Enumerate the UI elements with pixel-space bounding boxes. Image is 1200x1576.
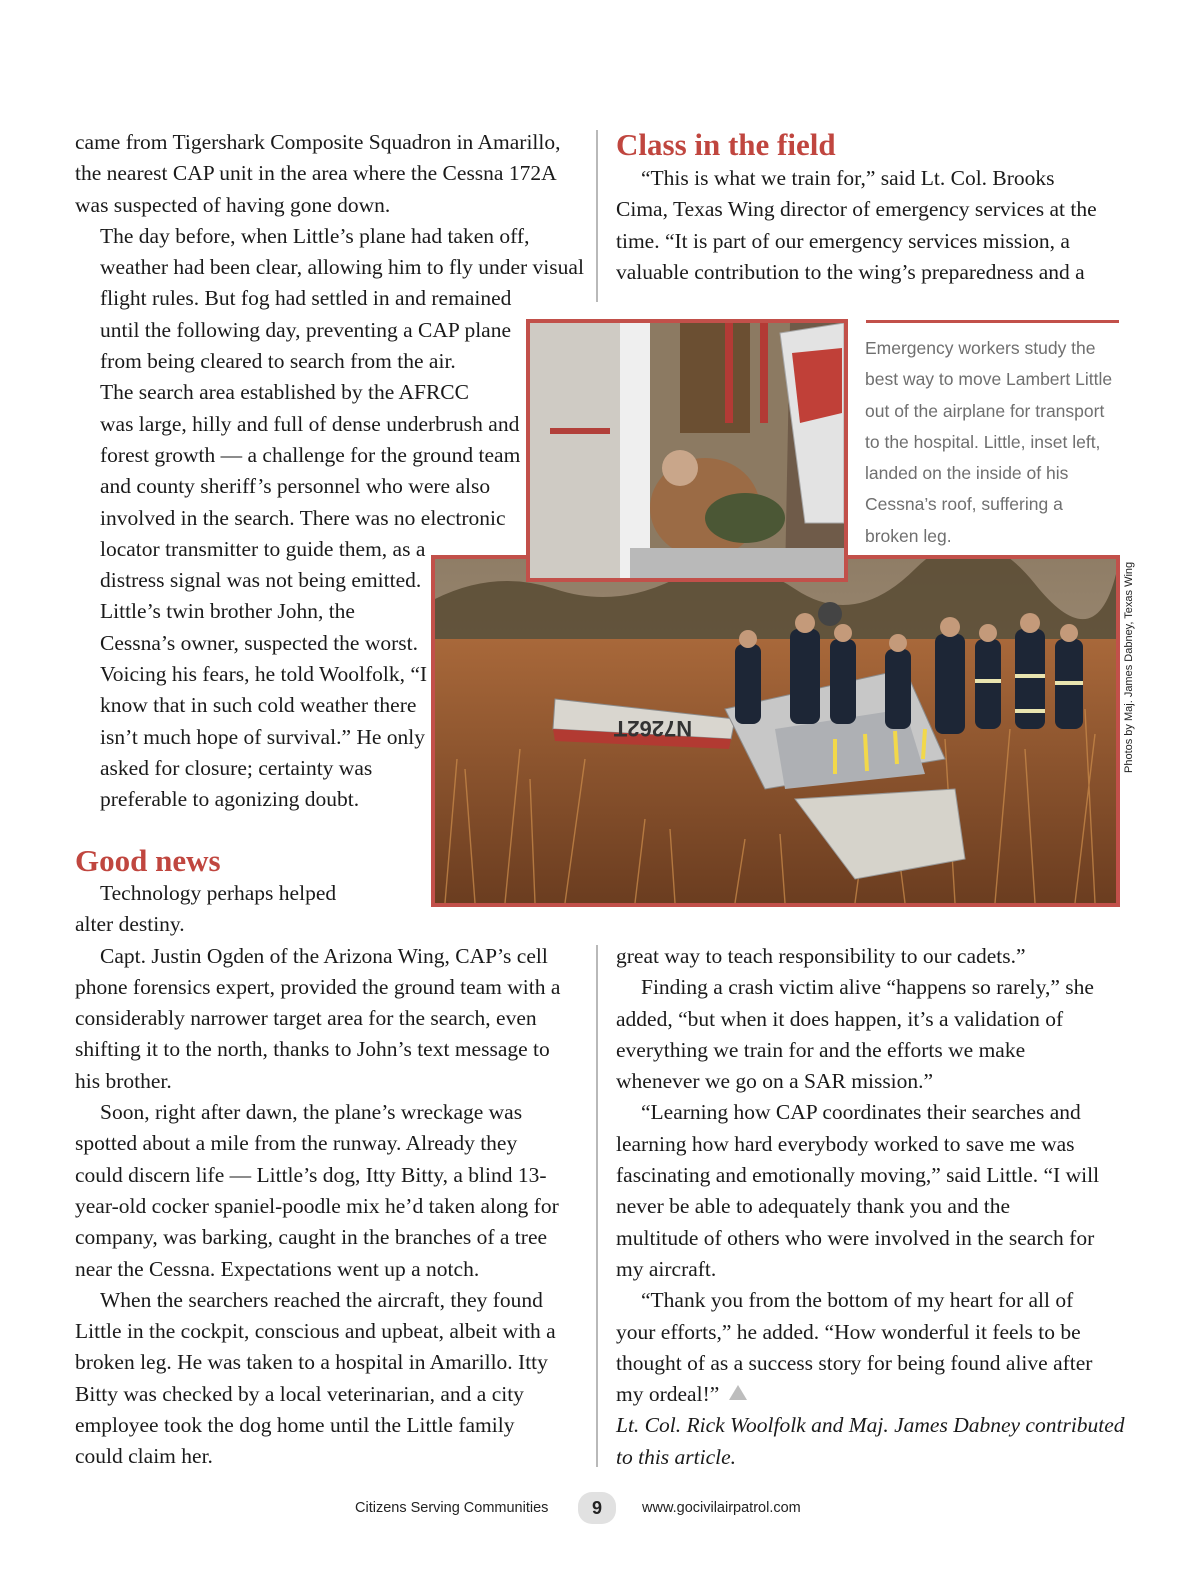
rescue-photo bbox=[431, 555, 1120, 907]
learning-paragraph: “Learning how CAP coordinates their searches and learning how hard everybody worked to save me was fascinating and emotionally moving,” said Little. “I will never be able to adequately thank you and the multitude of others who were involved in the search for my aircraft. bbox=[616, 1100, 1100, 1281]
right-column-bottom bbox=[616, 941, 1126, 1473]
rarely-paragraph: Finding a crash victim alive “happens so rarely,” she added, “but when it does happen, it’s a validation of everything we train for and the efforts we make whenever we go on a SAR mission.” bbox=[616, 975, 1094, 1094]
footer-tagline: Citizens Serving Communities bbox=[355, 1500, 549, 1516]
photo-credit: Photos by Maj. James Dabney, Texas Wing bbox=[1123, 561, 1135, 773]
contributors-credit: Lt. Col. Rick Woolfolk and Maj. James Dabney contributed to this article. bbox=[616, 1413, 1125, 1469]
right-column-top bbox=[616, 163, 1126, 288]
caption-rule bbox=[866, 320, 1119, 323]
page-number: 9 bbox=[578, 1492, 616, 1524]
cockpit-interior-illustration bbox=[530, 323, 844, 578]
twin-brother-paragraph: Little’s twin brother John, the Cessna’s owner, suspected the worst. Voicing his fears, he told Woolfolk, “I know that in such cold weather there isn’t much hope of survival.” He only asked for closure; certainty was preferable to agonizing doubt. bbox=[100, 599, 428, 812]
inset-cockpit-photo bbox=[526, 319, 848, 582]
good-news-heading: Good news bbox=[75, 843, 221, 878]
found-paragraph: When the searchers reached the aircraft, they found Little in the cockpit, conscious and upbeat, albeit with a broken leg. He was taken to a hospital in Amarillo. Itty Bitty was checked by a local veterinarian, and a city employee took the dog home until the Little family could claim her. bbox=[75, 1287, 556, 1469]
rescue-scene-illustration bbox=[435, 559, 1116, 903]
thank-you-paragraph: “Thank you from the bottom of my heart for all of your efforts,” he added. “How wonderful it feels to be thought of as a success story for being found alive after my ordeal!” bbox=[616, 1288, 1093, 1407]
weather-paragraph: The day before, when Little’s plane had taken off, weather had been clear, allowing him to fly under visual flight rules. But fog had settled in and remained until the following day, preventing a CAP plane from being cleared to search from the air. bbox=[100, 223, 584, 374]
search-area-paragraph: The search area established by the AFRCC was large, hilly and full of dense underbrush and forest growth — a challenge for the ground team and county sheriff’s personnel who were also involved in the search. There was no electronic locator transmitter to guide them, as a distress signal was not being emitted. bbox=[100, 380, 521, 593]
cima-paragraph: “This is what we train for,” said Lt. Col. Brooks Cima, Texas Wing director of emergency services at the time. “It is part of our emergency services mission, a valuable contribution to the wing’s preparedness and a bbox=[616, 166, 1097, 284]
technology-paragraph: Technology perhaps helped alter destiny. bbox=[75, 881, 337, 937]
intro-paragraph: came from Tigershark Composite Squadron in Amarillo, the nearest CAP unit in the area where the Cessna 172A was suspected of having gone down. bbox=[75, 130, 561, 217]
cadets-paragraph: great way to teach responsibility to our cadets.” bbox=[616, 944, 1026, 968]
tail-number-text: N7262T bbox=[613, 716, 693, 741]
end-of-article-icon bbox=[729, 1385, 747, 1400]
photo-caption: Emergency workers study the best way to move Lambert Little out of the airplane for transport to the hospital. Little, inset left, landed on the inside of his Cessna’s roof, suffering a broken leg. bbox=[865, 338, 1113, 546]
class-in-the-field-heading: Class in the field bbox=[616, 127, 836, 162]
left-column-bottom bbox=[75, 878, 585, 1473]
footer-website-link[interactable]: www.gocivilairpatrol.com bbox=[642, 1500, 801, 1516]
ogden-paragraph: Capt. Justin Ogden of the Arizona Wing, CAP’s cell phone forensics expert, provided the ground team with a considerably narrower target area for the search, even shifting it to the north, thanks to John’s text message to his brother. bbox=[75, 943, 561, 1093]
wreckage-paragraph: Soon, right after dawn, the plane’s wreckage was spotted about a mile from the runway. Already they could discern life — Little’s dog, Itty Bitty, a blind 13- year-old cocker spaniel-poodle mix he’d taken along for company, was barking, caught in the branches of a tree near the Cessna. Expectations went up a notch. bbox=[75, 1100, 559, 1281]
